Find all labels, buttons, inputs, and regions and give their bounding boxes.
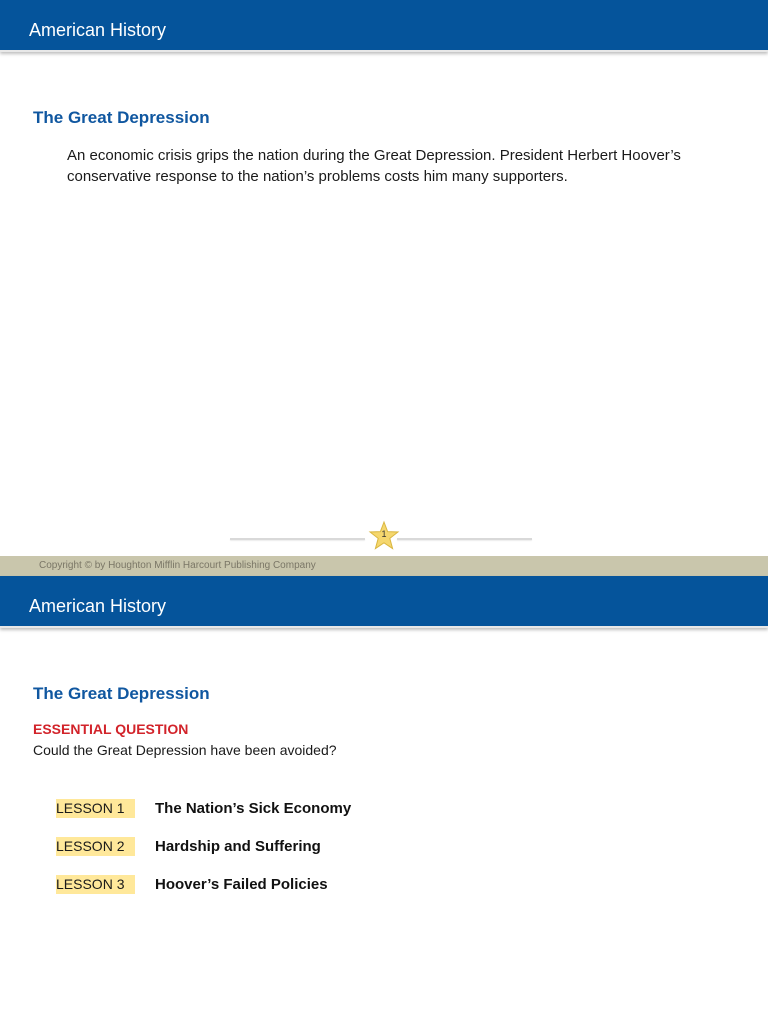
lesson-badge: [56, 837, 135, 856]
slide-2: [0, 576, 768, 1024]
slide-heading: The Great Depression: [33, 684, 210, 703]
lesson-label: LESSON 3: [56, 876, 125, 892]
slide-summary: An economic crisis grips the nation during the Great Depression. President Herbert Hoover’s conservative response to the nation’s problems costs him many supporters.: [67, 147, 681, 185]
header-banner: [0, 0, 768, 52]
divider-left: [230, 538, 365, 540]
lesson-title[interactable]: Hardship and Suffering: [155, 838, 321, 855]
lesson-row[interactable]: [56, 875, 556, 895]
lesson-badge: [56, 875, 135, 894]
lesson-title[interactable]: Hoover’s Failed Policies: [155, 876, 328, 893]
page-number: 1: [381, 529, 387, 539]
lesson-row[interactable]: [56, 837, 556, 857]
divider-right: [397, 538, 532, 540]
banner-title: American History: [29, 20, 167, 40]
lesson-badge: [56, 799, 135, 818]
lesson-label: LESSON 2: [56, 838, 125, 854]
essential-question-text: Could the Great Depression have been avoided?: [33, 742, 337, 758]
header-banner: [0, 576, 768, 628]
essential-question-label: ESSENTIAL QUESTION: [33, 721, 189, 737]
banner-title: American History: [29, 596, 167, 616]
lesson-title[interactable]: The Nation’s Sick Economy: [155, 800, 352, 817]
lesson-row[interactable]: [56, 799, 556, 819]
slide-heading: The Great Depression: [33, 108, 210, 127]
footer-bar: [0, 556, 768, 576]
copyright-text: Copyright © by Houghton Mifflin Harcourt Publishing Company: [39, 560, 316, 571]
lesson-label: LESSON 1: [56, 800, 125, 816]
